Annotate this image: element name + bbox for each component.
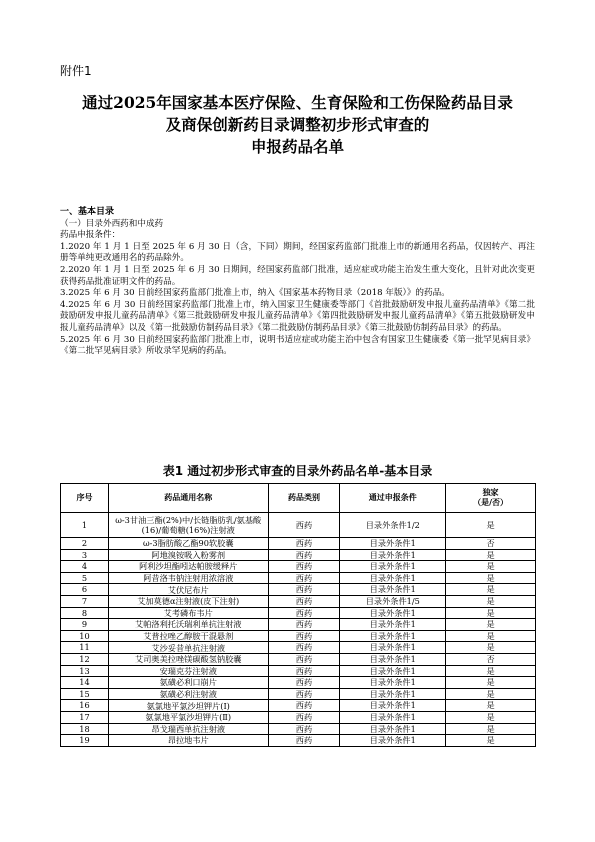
cell-index: 1 [61, 513, 109, 538]
table-title: 表1 通过初步形式审查的目录外药品名单-基本目录 [162, 464, 433, 478]
cell-index: 10 [61, 630, 109, 642]
table-row [61, 561, 536, 573]
table-header-row [61, 484, 536, 513]
cell-drug-name: ω-3甘油三酯(2%)中/长链脂肪乳/氨基酸(16)/葡萄糖(16%)注射液 [108, 513, 268, 538]
cell-exclusive: 是 [446, 735, 536, 747]
cell-drug-category: 西药 [268, 723, 340, 735]
cell-exclusive: 是 [446, 619, 536, 631]
table-row [61, 711, 536, 723]
cell-exclusive: 是 [446, 700, 536, 712]
cell-drug-category: 西药 [268, 653, 340, 665]
cell-drug-category: 西药 [268, 619, 340, 631]
cell-index: 13 [61, 665, 109, 677]
condition-item-4: 4.2025 年 6 月 30 日前经国家药监部门批准上市，纳入国家卫生健康委等部门《首批鼓励研发申报儿童药品清单》《第二批鼓励研发申报儿童药品清单》《第三批鼓励研发申报儿童药品清单》《第四批鼓励研发申报儿童药品清单》《第五批鼓励研发申报儿童药品清单》以及《第一批鼓励仿制药品目录》《第二批鼓励仿制药品目录》《第三批鼓励仿制药品目录》的药品。 [60, 299, 535, 333]
cell-drug-name: 艾帕洛利托沃瑞利单抗注射液 [108, 619, 268, 631]
cell-index: 11 [61, 642, 109, 654]
cell-index: 12 [61, 653, 109, 665]
table-row [61, 653, 536, 665]
cell-condition: 目录外条件1 [340, 735, 446, 747]
cell-drug-category: 西药 [268, 538, 340, 550]
cell-exclusive: 是 [446, 665, 536, 677]
cell-drug-name: 艾伏尼布片 [108, 584, 268, 596]
cell-index: 16 [61, 700, 109, 712]
cell-exclusive: 是 [446, 711, 536, 723]
cell-exclusive: 是 [446, 584, 536, 596]
cell-drug-category: 西药 [268, 549, 340, 561]
cell-condition: 目录外条件1 [340, 630, 446, 642]
cell-condition: 目录外条件1/2 [340, 513, 446, 538]
cell-drug-name: 昂拉地韦片 [108, 735, 268, 747]
cell-exclusive: 是 [446, 723, 536, 735]
table-row [61, 595, 536, 607]
cell-index: 14 [61, 677, 109, 689]
cell-index: 4 [61, 561, 109, 573]
cell-condition: 目录外条件1 [340, 619, 446, 631]
header-condition: 通过申报条件 [340, 484, 446, 513]
cell-condition: 目录外条件1 [340, 677, 446, 689]
drug-list-table [60, 483, 536, 747]
document-title-line-1: 通过2025年国家基本医疗保险、生育保险和工伤保险药品目录 [82, 93, 513, 112]
cell-exclusive: 是 [446, 677, 536, 689]
cell-drug-name: 阿地溴铵吸入粉雾剂 [108, 549, 268, 561]
cell-drug-name: 阿利沙坦酯吲达帕胺缓释片 [108, 561, 268, 573]
subsection-heading: （一）目录外西药和中成药 [60, 218, 164, 229]
condition-item-3: 3.2025 年 6 月 30 日前经国家药监部门批准上市，纳入《国家基本药物目录（2018 年版）》的药品。 [60, 288, 450, 299]
cell-drug-name: 艾司奥美拉唑镁碳酸氢钠胶囊 [108, 653, 268, 665]
table-row [61, 630, 536, 642]
cell-drug-name: 氨氯地平氯沙坦钾片(Ⅱ) [108, 711, 268, 723]
table-row [61, 723, 536, 735]
cell-drug-name: 阿昔洛韦钠注射用浓溶液 [108, 572, 268, 584]
cell-condition: 目录外条件1/5 [340, 595, 446, 607]
cell-index: 7 [61, 595, 109, 607]
cell-drug-name: 艾普拉唑乙醇胺干混悬剂 [108, 630, 268, 642]
header-exclusive: 独家 （是/否） [446, 484, 536, 513]
cell-index: 18 [61, 723, 109, 735]
cell-condition: 目录外条件1 [340, 665, 446, 677]
cell-exclusive: 是 [446, 607, 536, 619]
conditions-label: 药品申报条件： [60, 230, 121, 241]
cell-index: 5 [61, 572, 109, 584]
cell-drug-category: 西药 [268, 642, 340, 654]
cell-exclusive: 是 [446, 595, 536, 607]
table-row [61, 513, 536, 538]
table-row [61, 642, 536, 654]
table-row [61, 735, 536, 747]
cell-drug-name: 艾加莫德α注射液(皮下注射) [108, 595, 268, 607]
cell-drug-name: 艾沙妥昔单抗注射液 [108, 642, 268, 654]
cell-exclusive: 否 [446, 538, 536, 550]
cell-drug-category: 西药 [268, 711, 340, 723]
cell-drug-category: 西药 [268, 700, 340, 712]
cell-exclusive: 是 [446, 561, 536, 573]
cell-condition: 目录外条件1 [340, 549, 446, 561]
condition-item-2: 2.2020 年 1 月 1 日至 2025 年 6 月 30 日期间，经国家药监部门批准，适应症或功能主治发生重大变化，且针对此次变更获得药品批准证明文件的药品。 [60, 264, 535, 287]
document-title-line-2: 及商保创新药目录调整初步形式审查的 [165, 115, 430, 134]
section-heading: 一、基本目录 [60, 207, 115, 217]
table-row [61, 677, 536, 689]
cell-exclusive: 是 [446, 642, 536, 654]
cell-exclusive: 是 [446, 688, 536, 700]
condition-item-5: 5.2025 年 6 月 30 日前经国家药监部门批准上市，说明书适应症或功能主治中包含有国家卫生健康委《第一批罕见病目录》《第二批罕见病目录》所收录罕见病的药品。 [60, 334, 535, 357]
cell-drug-category: 西药 [268, 735, 340, 747]
table-row [61, 607, 536, 619]
cell-index: 3 [61, 549, 109, 561]
cell-drug-name: 昂戈瑞西单抗注射液 [108, 723, 268, 735]
cell-condition: 目录外条件1 [340, 700, 446, 712]
table-row [61, 538, 536, 550]
attachment-label: 附件1 [60, 64, 92, 78]
cell-drug-name: ω-3脂肪酸乙酯90软胶囊 [108, 538, 268, 550]
cell-condition: 目录外条件1 [340, 688, 446, 700]
cell-drug-name: 艾考磷布韦片 [108, 607, 268, 619]
header-drug-category: 药品类别 [268, 484, 340, 513]
cell-drug-category: 西药 [268, 607, 340, 619]
cell-index: 15 [61, 688, 109, 700]
cell-exclusive: 否 [446, 653, 536, 665]
cell-condition: 目录外条件1 [340, 584, 446, 596]
table-row [61, 665, 536, 677]
document-title-line-3: 申报药品名单 [250, 137, 344, 156]
cell-index: 19 [61, 735, 109, 747]
cell-drug-category: 西药 [268, 630, 340, 642]
cell-condition: 目录外条件1 [340, 572, 446, 584]
cell-condition: 目录外条件1 [340, 723, 446, 735]
cell-drug-category: 西药 [268, 584, 340, 596]
cell-drug-category: 西药 [268, 688, 340, 700]
cell-index: 8 [61, 607, 109, 619]
cell-drug-name: 氨氯地平氯沙坦钾片(Ⅰ) [108, 700, 268, 712]
cell-condition: 目录外条件1 [340, 607, 446, 619]
cell-condition: 目录外条件1 [340, 561, 446, 573]
cell-condition: 目录外条件1 [340, 642, 446, 654]
cell-condition: 目录外条件1 [340, 711, 446, 723]
header-index: 序号 [61, 484, 109, 513]
section-basic-catalog [60, 207, 535, 358]
condition-item-1: 1.2020 年 1 月 1 日至 2025 年 6 月 30 日（含，下同）期间，经国家药监部门批准上市的新通用名药品，仅因转产、再注册等单纯更改通用名的药品除外。 [60, 241, 535, 264]
table-row [61, 584, 536, 596]
header-drug-name: 药品通用名称 [108, 484, 268, 513]
cell-exclusive: 是 [446, 549, 536, 561]
table-row [61, 700, 536, 712]
cell-drug-category: 西药 [268, 665, 340, 677]
cell-drug-category: 西药 [268, 513, 340, 538]
cell-condition: 目录外条件1 [340, 653, 446, 665]
cell-exclusive: 是 [446, 513, 536, 538]
cell-index: 17 [61, 711, 109, 723]
cell-index: 9 [61, 619, 109, 631]
cell-drug-category: 西药 [268, 572, 340, 584]
cell-drug-category: 西药 [268, 561, 340, 573]
cell-exclusive: 是 [446, 630, 536, 642]
table-row [61, 688, 536, 700]
cell-drug-category: 西药 [268, 677, 340, 689]
table-row [61, 572, 536, 584]
table-body [61, 513, 536, 747]
cell-drug-name: 安瑞克芬注射液 [108, 665, 268, 677]
cell-index: 2 [61, 538, 109, 550]
cell-condition: 目录外条件1 [340, 538, 446, 550]
table-row [61, 619, 536, 631]
cell-exclusive: 是 [446, 572, 536, 584]
table-row [61, 549, 536, 561]
cell-drug-name: 氨磺必利口崩片 [108, 677, 268, 689]
cell-index: 6 [61, 584, 109, 596]
cell-drug-name: 氨磺必利注射液 [108, 688, 268, 700]
cell-drug-category: 西药 [268, 595, 340, 607]
